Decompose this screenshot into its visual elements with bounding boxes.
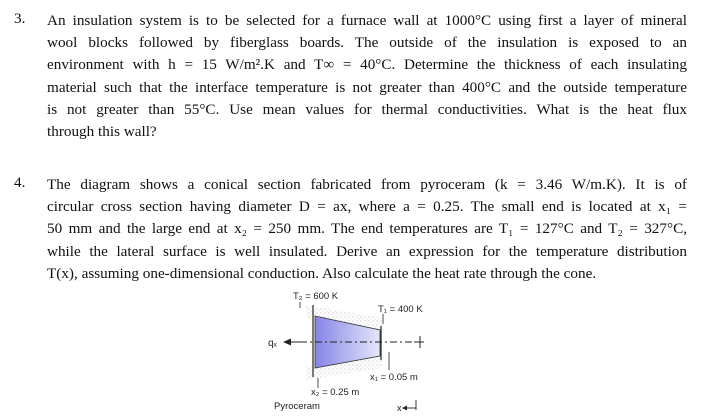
- x2-label: x₂ = 0.25 m: [311, 387, 360, 398]
- problem-3-line: through this wall?: [47, 123, 157, 141]
- x-axis-label: x: [397, 403, 402, 413]
- t2-label: T₂ = 600 K: [293, 291, 339, 302]
- x-axis-arrowhead: [402, 406, 407, 411]
- problem-3-line: material such that the interface temperature is not greater than 400°C and the outside temperature: [47, 78, 687, 96]
- problem-3-number: 3.: [14, 10, 26, 27]
- problem-4-line: T(x), assuming one-dimensional conduction. Also calculate the heat rate through the cone.: [47, 264, 597, 282]
- heat-flux-arrowhead: [283, 339, 291, 346]
- heat-flux-label: qₓ: [268, 338, 277, 349]
- problem-3-line: environment with h = 15 W/m².K and T∞ = 40°C. Determine the thickness of each insulating: [47, 56, 687, 74]
- problem-4-line: 50 mm and the large end at x₂ = 250 mm. The end temperatures are T₁ = 127°C and T₂ = 327°C,: [47, 220, 687, 238]
- problem-3-line: An insulation system is to be selected for a furnace wall at 1000°C using first a layer of mineral: [47, 12, 687, 29]
- problem-4-line: The diagram shows a conical section fabricated from pyroceram (k = 3.46 W/m.K). It is of: [47, 176, 687, 193]
- problem-4-number: 4.: [14, 174, 26, 191]
- problem-4-line: circular cross section having diameter D = ax, where a = 0.25. The small end is located at x₁ =: [47, 198, 687, 216]
- problem-3-line: is not greater than 55°C. Use mean values for thermal conductivities. What is the heat flux: [47, 100, 687, 118]
- t1-label: T₁ = 400 K: [378, 304, 423, 315]
- x1-label: x₁ = 0.05 m: [370, 372, 418, 383]
- problem-3-line: wool blocks followed by fiberglass boards. The outside of the insulation is exposed to an: [47, 34, 687, 52]
- material-label: Pyroceram: [274, 401, 320, 412]
- problem-4-line: while the lateral surface is well insulated. Derive an expression for the temperature distribution: [47, 242, 687, 260]
